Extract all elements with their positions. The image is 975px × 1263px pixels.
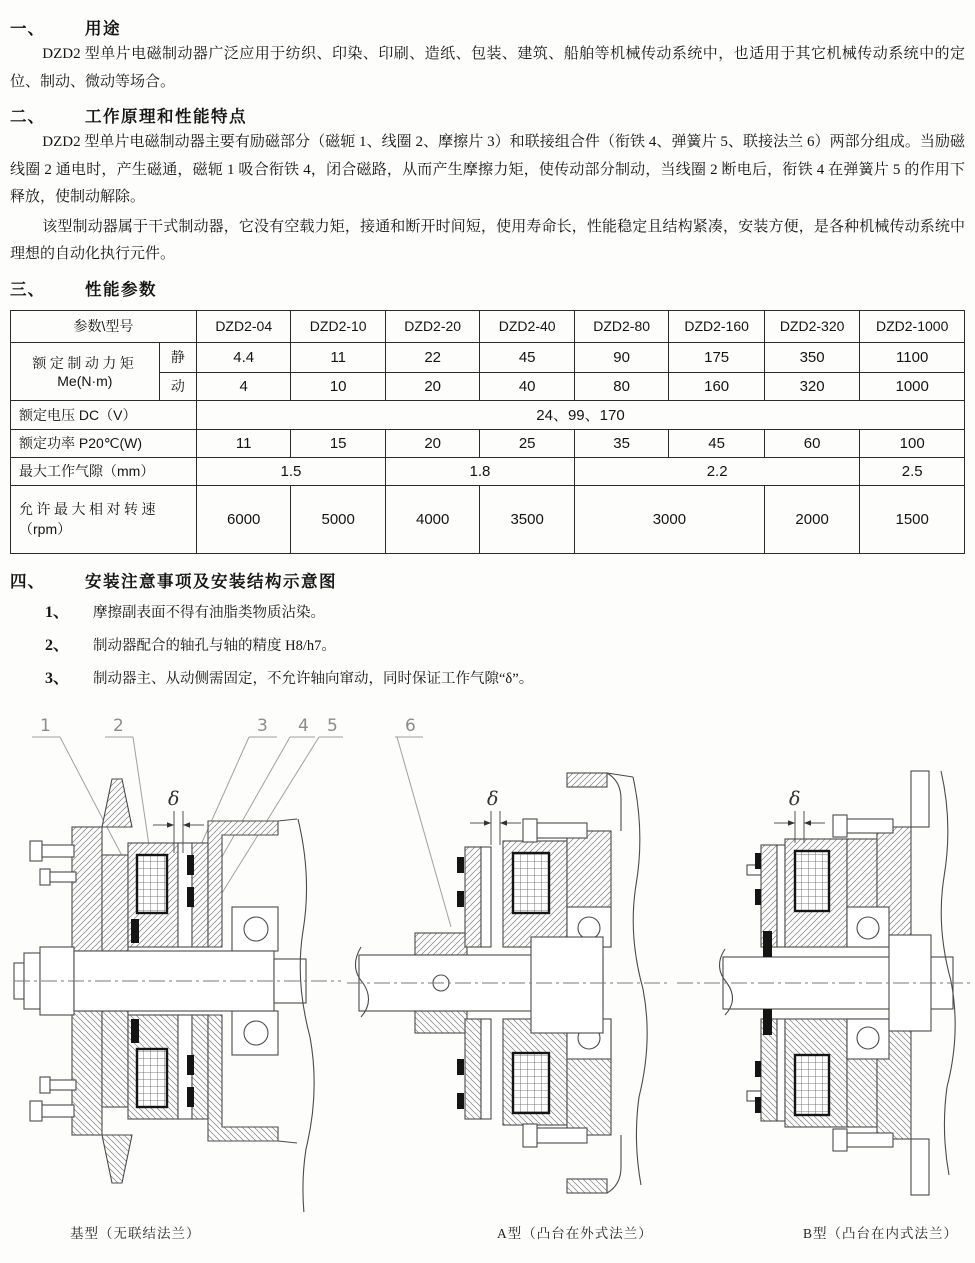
gap-dimension	[470, 788, 521, 845]
diagram-a-type	[345, 707, 675, 1212]
table-header-row	[11, 310, 965, 342]
dynamic-key-cell: 动	[159, 372, 196, 400]
value-cell: 175	[669, 342, 764, 372]
value-cell: 80	[574, 372, 668, 400]
value-cell: 1.5	[196, 457, 385, 485]
section-number: 二、	[10, 108, 45, 126]
part-label-3: 3	[257, 715, 268, 736]
part-label-2: 2	[113, 715, 124, 736]
value-cell: 10	[291, 372, 385, 400]
table-row	[11, 342, 965, 372]
gap-dimension	[774, 788, 825, 843]
section-heading-1	[10, 15, 965, 39]
note-number: 3、	[45, 669, 70, 687]
value-cell: 40	[480, 372, 574, 400]
part-number-labels	[40, 716, 338, 736]
section-number: 四、	[10, 572, 45, 591]
install-note-2	[10, 632, 965, 658]
brake-cross-section-upper	[415, 773, 621, 955]
section-heading-2	[10, 103, 965, 127]
part-label-6: 6	[405, 715, 416, 736]
install-note-3	[10, 665, 965, 691]
value-cell: 3500	[480, 485, 574, 553]
value-cell: 6000	[196, 485, 290, 553]
section-heading-3	[10, 276, 965, 300]
table-row	[11, 400, 965, 429]
torque-label-cell	[11, 342, 160, 400]
model-header: DZD2-80	[574, 310, 668, 342]
note-number: 1、	[45, 603, 70, 621]
model-header: DZD2-10	[291, 310, 385, 342]
model-header: DZD2-160	[669, 310, 764, 342]
table-row	[11, 485, 965, 553]
static-key-cell: 静	[159, 342, 196, 372]
table-row	[11, 457, 965, 485]
value-cell: 1500	[860, 485, 965, 553]
note-text: 制动器主、从动侧需固定，不允许轴向窜动，同时保证工作气隙“δ”。	[93, 670, 534, 687]
section-heading-4	[10, 568, 965, 592]
value-cell: 1.8	[385, 457, 574, 485]
value-cell: 20	[385, 372, 479, 400]
brake-cross-section-upper	[747, 771, 929, 947]
diagram-base-type	[10, 707, 345, 1212]
body-paragraph: DZD2 型单片电磁制动器广泛应用于纺织、印染、印刷、造纸、包装、建筑、船舶等机械传动系统中，也适用于其它机械传动系统中的定位、制动、微动等场合。	[10, 46, 965, 90]
value-cell: 11	[196, 429, 290, 457]
figure-caption-base: 基型（无联结法兰）	[70, 1225, 201, 1241]
section-number: 三、	[10, 280, 45, 299]
voltage-label-cell: 额定电压 DC（V）	[11, 400, 197, 429]
delta-symbol: δ	[789, 787, 801, 810]
leader-lines	[395, 737, 451, 927]
install-note-1	[10, 599, 965, 625]
value-cell: 45	[480, 342, 574, 372]
section-title: 工作原理和性能特点	[85, 108, 247, 126]
table-corner-cell: 参数\型号	[11, 310, 197, 342]
part-label-1: 1	[40, 715, 51, 736]
part-label-4: 4	[298, 715, 309, 736]
value-cell: 4000	[385, 485, 479, 553]
value-cell: 5000	[291, 485, 385, 553]
figure-b-type	[675, 707, 975, 1242]
delta-symbol: δ	[168, 787, 180, 810]
value-cell: 3000	[574, 485, 764, 553]
power-label-cell: 额定功率 P20℃(W)	[11, 429, 197, 457]
figure-caption-a: A型（凸台在外式法兰）	[497, 1225, 653, 1241]
figure-base-type	[10, 707, 345, 1242]
model-header: DZD2-1000	[860, 310, 965, 342]
value-cell: 2.2	[574, 457, 859, 485]
body-paragraph: DZD2 型单片电磁制动器主要有励磁部分（磁轭 1、线圈 2、摩擦片 3）和联接组合件（衔铁 4、弹簧片 5、联接法兰 6）两部分组成。当励磁线圈 2 通电时，产生磁通，磁轭 1 吸合衔铁 4，闭合磁路，从而产生摩擦力矩，使传动部分制动，当线圈 2 断电后，衔铁 4 在弹簧片 5 的作用下释放，使制动解除。	[10, 134, 965, 205]
note-text: 制动器配合的轴孔与轴的精度 H8/h7。	[93, 637, 336, 654]
section-number: 一、	[10, 20, 45, 38]
gap-label-cell: 最大工作气隙（mm）	[11, 457, 197, 485]
installation-diagrams	[10, 707, 965, 1242]
delta-symbol: δ	[487, 787, 499, 810]
section-title: 用途	[85, 20, 121, 38]
section-title: 安装注意事项及安装结构示意图	[85, 572, 337, 591]
model-header: DZD2-320	[764, 310, 859, 342]
voltage-value-cell: 24、99、170	[196, 400, 964, 429]
value-cell: 350	[764, 342, 859, 372]
value-cell: 2000	[764, 485, 859, 553]
diagram-b-type	[675, 707, 975, 1212]
value-cell: 100	[860, 429, 965, 457]
value-cell: 1000	[860, 372, 965, 400]
value-cell: 160	[669, 372, 764, 400]
torque-label-line2: Me(N·m)	[57, 373, 113, 389]
value-cell: 11	[291, 342, 385, 372]
coil-section	[513, 853, 549, 913]
value-cell: 2.5	[860, 457, 965, 485]
value-cell: 45	[669, 429, 764, 457]
value-cell: 22	[385, 342, 479, 372]
note-text: 摩擦副表面不得有油脂类物质沾染。	[93, 604, 325, 621]
note-number: 2、	[45, 636, 70, 654]
spec-table	[10, 310, 965, 554]
brake-cross-section-upper	[30, 779, 297, 951]
body-paragraph: 该型制动器属于干式制动器，它没有空载力矩，接通和断开时间短，使用寿命长，性能稳定且结构紧凑，安装方便，是各种机械传动系统中理想的自动化执行元件。	[10, 218, 965, 262]
speed-label-line1: 允许最大相对转速	[19, 501, 159, 517]
value-cell: 1100	[860, 342, 965, 372]
value-cell: 90	[574, 342, 668, 372]
coil-section	[795, 851, 829, 911]
value-cell: 4	[196, 372, 290, 400]
value-cell: 25	[480, 429, 574, 457]
part-number-labels	[405, 716, 416, 736]
value-cell: 20	[385, 429, 479, 457]
speed-label-line2: （rpm）	[19, 521, 72, 537]
figure-a-type	[345, 707, 675, 1242]
speed-label-cell	[11, 485, 197, 553]
value-cell: 4.4	[196, 342, 290, 372]
part-label-5: 5	[327, 715, 338, 736]
value-cell: 320	[764, 372, 859, 400]
value-cell: 35	[574, 429, 668, 457]
table-row	[11, 429, 965, 457]
figure-caption-b: B型（凸台在内式法兰）	[803, 1225, 959, 1241]
model-header: DZD2-20	[385, 310, 479, 342]
model-header: DZD2-40	[480, 310, 574, 342]
torque-label-line1: 额定制动力矩	[32, 355, 138, 371]
value-cell: 15	[291, 429, 385, 457]
section-title: 性能参数	[85, 280, 157, 299]
model-header: DZD2-04	[196, 310, 290, 342]
coil-section	[137, 855, 167, 913]
value-cell: 60	[764, 429, 859, 457]
